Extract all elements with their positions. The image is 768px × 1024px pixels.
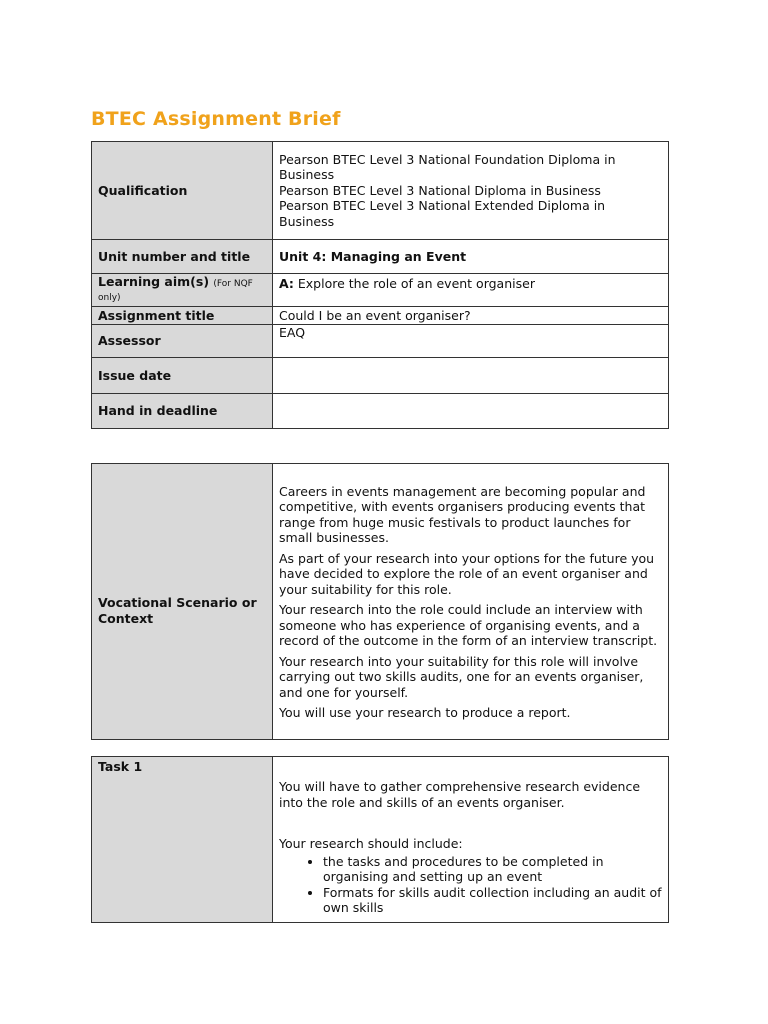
assessor-label: Assessor — [92, 325, 273, 358]
issue-date-label: Issue date — [92, 358, 273, 394]
list-item: • Formats for skills audit collection including an audit of own skills — [323, 885, 662, 916]
scenario-paragraph: Your research into the role could include an interview with someone who has experience of organising events, and a record of the outcome in the form of an interview transcript. — [279, 602, 658, 648]
scenario-label: Vocational Scenario or Context — [92, 464, 273, 740]
task1-bullet-list — [279, 854, 662, 916]
qualification-line: Pearson BTEC Level 3 National Extended Diploma in Business — [279, 198, 606, 229]
scenario-paragraph: As part of your research into your options for the future you have decided to explore the role of an event organiser and your suitability for this role. — [279, 550, 655, 597]
scenario-paragraph: Careers in events management are becoming popular and competitive, with events organisers producing events that range from huge music festivals to product launches for small businesses. — [279, 483, 646, 545]
task1-label: Task 1 — [92, 757, 273, 923]
task1-lead: Your research should include: — [279, 836, 463, 851]
task1-intro: You will have to gather comprehensive research evidence into the role and skills of an events organiser. — [279, 779, 641, 810]
hand-in-deadline-label: Hand in deadline — [92, 394, 273, 429]
info-table — [91, 141, 669, 429]
qualification-value — [273, 142, 669, 240]
scenario-paragraph: Your research into your suitability for this role will involve carrying out two skills audits, one for an events organiser, and one for yourself. — [279, 653, 644, 700]
assessor-value: EAQ — [273, 325, 669, 358]
issue-date-value — [273, 358, 669, 394]
learning-aim-letter: A: — [279, 276, 294, 291]
scenario-table — [91, 463, 669, 740]
scenario-paragraph: You will use your research to produce a report. — [279, 705, 571, 720]
scenario-content — [273, 464, 669, 740]
qualification-line: Pearson BTEC Level 3 National Diploma in Business — [279, 182, 601, 198]
learning-aim-note: (For NQF only) — [98, 279, 253, 303]
assignment-title-label: Assignment title — [92, 307, 273, 325]
qualification-line: Pearson BTEC Level 3 National Foundation Diploma in Business — [279, 151, 616, 183]
unit-label: Unit number and title — [92, 240, 273, 274]
assignment-title-value: Could I be an event organiser? — [273, 307, 669, 325]
hand-in-deadline-value — [273, 394, 669, 429]
learning-aim-value — [273, 274, 669, 307]
learning-aim-text: Explore the role of an event organiser — [297, 276, 535, 291]
learning-aim-label — [92, 274, 273, 307]
unit-value: Unit 4: Managing an Event — [273, 240, 669, 274]
task1-table — [91, 756, 669, 923]
document-title: BTEC Assignment Brief — [91, 108, 341, 130]
list-item: • the tasks and procedures to be completed in organising and setting up an event — [323, 854, 662, 885]
qualification-label: Qualification — [92, 142, 273, 240]
task1-content — [273, 757, 669, 923]
learning-aim-label-text: Learning aim(s) — [98, 274, 210, 289]
